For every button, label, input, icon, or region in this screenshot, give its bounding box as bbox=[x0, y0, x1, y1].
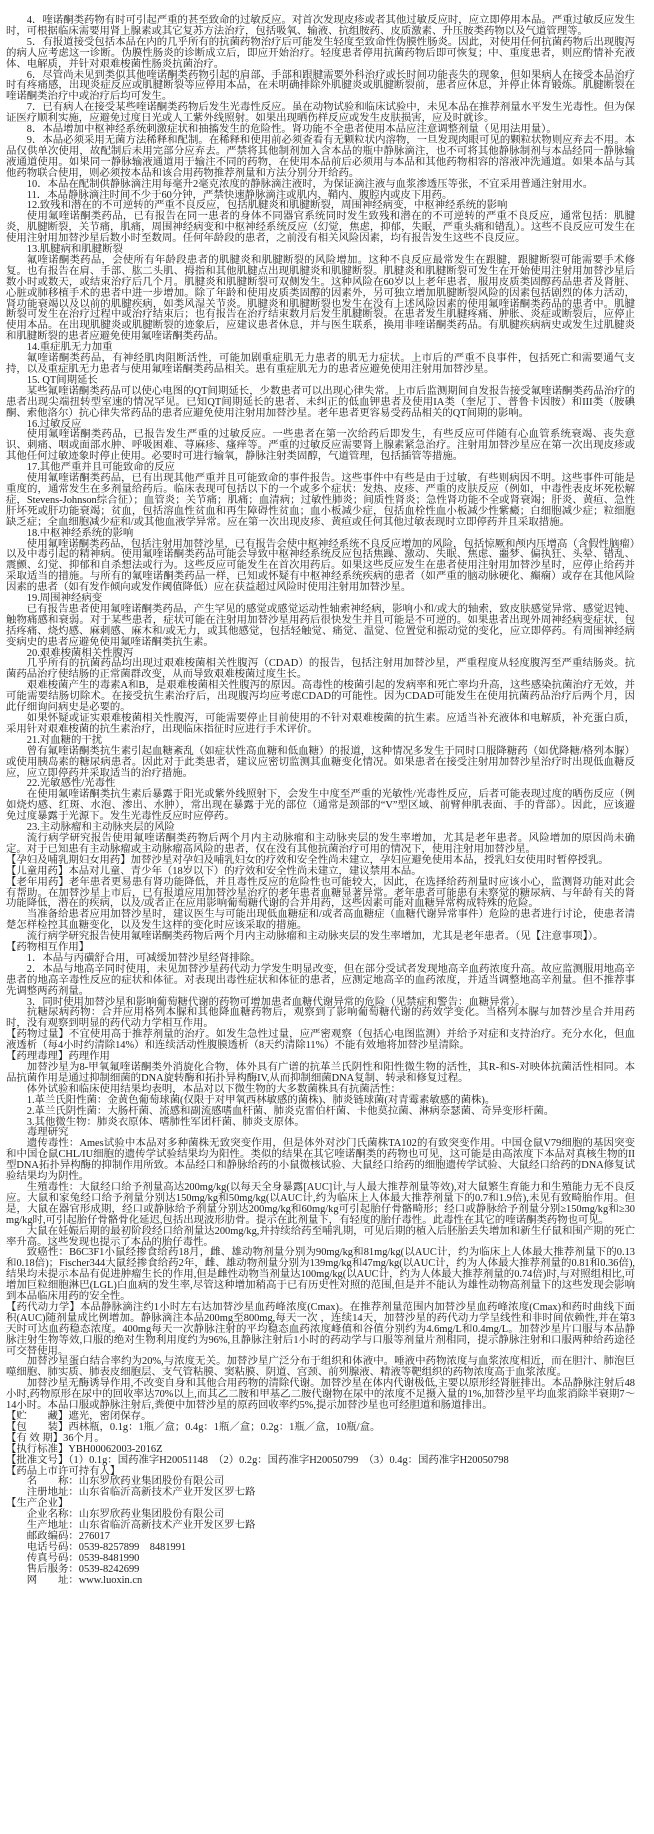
paragraph: 加替沙星为8-甲氧氟喹诺酮类外消旋化合物，体外具有广谱的抗革兰氏阴性和阳性微生物的活性，其R-和S-对映体抗菌活性相同。本品抗菌作用是通过抑制细菌的DNA旋转酶和拓扑异构酶IV,从而抑制细菌DNA复制、转录和修复过程。 bbox=[6, 1062, 635, 1084]
paragraph: 19.周围神经病变 bbox=[26, 593, 103, 605]
paragraph: 18.中枢神经系统的影响 bbox=[26, 527, 134, 539]
paragraph: 6．尽管尚未见到类似其他喹诺酮类药物引起的肩部、手部和跟腱需要外科治疗或长时间功能丧失的现象，但如果病人在接受本品治疗时有疼痛感，出现炎症反应或肌腱断裂等应停用本品，在未明确排除外肌腱炎或肌腱断裂前，患者应休息，并停止体育锻炼。肌腱断裂在喹诺酮类治疗中或治疗后均可发生。 bbox=[6, 69, 635, 103]
paragraph: 7．已有病人在接受某些喹诺酮类药物后发生光毒性反应。虽在动物试验和临床试验中，未见本品在推荐剂量水平发生光毒性。但为保证医疗顺利实施，应避免过度日光或人工紫外线照射。如果出现晒伤样反应或发生皮肤损害，应及时就诊。 bbox=[6, 102, 635, 125]
paragraph: 23.主动脉瘤和主动脉夹层的风险 bbox=[26, 822, 175, 834]
paragraph: 传真号码：0539-8481990 bbox=[26, 1552, 140, 1564]
paragraph: 1.革兰氏阳性菌：金黄色葡萄球菌(仅限于对甲氧西林敏感的菌株)、肺炎链球菌(对青霉素敏感的菌株)。 bbox=[26, 1094, 496, 1106]
paragraph: 【有 效 期】36个月。 bbox=[6, 1432, 105, 1444]
paragraph: 【生产企业】 bbox=[6, 1498, 69, 1510]
paragraph: 抗糖尿病药物：合并应用格列本脲和其他降血糖药物后，观察到了影响葡萄糖代谢的药效学变化。当格列本脲与加替沙星合并用药时，没有观察到明显的药代动力学相互作用。 bbox=[6, 1007, 635, 1030]
paragraph: 3．同时使用加替沙星和影响葡萄糖代谢的药物可增加患者血糖代谢异常的危险（见禁症和警告：血糖异常）。 bbox=[26, 996, 526, 1008]
paragraph: 氟喹诺酮类药品，有神经肌肉阻断活性，可能加剧重症肌无力患者的肌无力症状。上市后的严重不良事件，包括死亡和需要通气支持，以及重症肌无力患者与使用氟喹诺酮类药品相关。患有重症肌无力的患者应避免使用注射用加替沙星。 bbox=[6, 353, 635, 375]
paragraph: 11．本品静脉滴注时间不少于60分钟，严禁快速静脉滴注或肌内、鞘内、腹腔内或皮下用药。 bbox=[26, 189, 453, 201]
paragraph: 使用氟喹诺酮类药品，已有出现其他严重并且可能致命的事件报告。这些事件中有些是由于过敏，有些则病因不明。这些事件可能是重度的，通常发生在多剂量给药后。临床表现可包括以下的一个或多个症状：发热、皮疹、严重的皮肤反应（例如，中毒性表皮坏死松解症，Stevens-Johnson综合征）；血管炎；关节痛；肌痛；血清病；过敏性肺炎；间质性肾炎；急性肾功能不全或肾衰竭；肝炎、黄疸、急性肝坏死或肝功能衰竭；贫血，包括溶血性贫血和再生障碍性贫血；血小板减少症，包括血栓性血小板减少性紫癜；白细胞减少症；粒细胞缺乏症；全血细胞减少症和/或其他血液学异常。应在第一次出现皮疹、黄疸或任何其他过敏表现时立即停药并且采取措施。 bbox=[6, 473, 635, 528]
paragraph: 【批准文号】（1）0.1g：国药准字H20051148 （2）0.2g：国药准字H20050799 （3）0.4g：国药准字H20050798 bbox=[6, 1454, 509, 1466]
paragraph: 生产地址：山东省临沂高新技术产业开发区罗七路 bbox=[26, 1520, 256, 1532]
paragraph: 15. QT间期延长 bbox=[26, 374, 98, 386]
paragraph: 几乎所有的抗菌药品均出现过艰难梭菌相关性腹泻（CDAD）的报告，包括注射用加替沙星，严重程度从轻度腹泻至严重结肠炎。抗菌药品治疗使结肠的正常菌群改变，从而导致艰难梭菌过度生长。 bbox=[6, 658, 635, 681]
paragraph: 生殖毒性：大鼠经口给予剂量高达200mg/kg(以每天全身暴露[AUC]计,与人最大推荐剂量等效),对大鼠繁生育能力和生殖能力无不良反应。大鼠和家兔经口给予剂量分别达150mg/kg和50mg/kg(以AUC计,约为临床上人体最大推荐剂量下的0.7和1.9倍),未见有致畸胎作用。但是，大鼠在器官形成期，经口或静脉给予剂量分别达200mg/kg和60mg/kg可引起胎仔骨骼畸形；经口或静脉给予剂量分别≥150mg/kg和≥30mg/kg时,可引起胎仔骨骼骨化延迟,包括出现波形肋骨。提示在此剂量下，有轻度的胎仔毒性。此毒性在其它的喹诺酮类药物也可见。 bbox=[6, 1181, 635, 1226]
paragraph: 在使用氟喹诺酮类抗生素后暴露于阳光或紫外线照射下，会发生中度至严重的光敏性/光毒性反应，后者可能表现过度的晒伤反应（例如烧灼感、红斑、水泡、渗出、水肿），常出现在暴露于光的部位（通常是颈部的“V”型区域、前臂伸肌表面、手的背部）。因此，应该避免过度暴露于光源下。发生光毒性反应时应停药。 bbox=[6, 789, 635, 823]
paragraph: 【孕妇及哺乳期妇女用药】加替沙星对孕妇及哺乳妇女的疗效和安全性尚未建立，孕妇应避免使用本品，授乳妇女使用时暂停授乳。 bbox=[6, 854, 609, 866]
paragraph: 【药物过量】不宜使用高于推荐剂量的治疗。如发生急性过量，应严密观察（包括心电图监测）并给予对症和支持治疗。充分水化，但血液透析（每4小时约清除14%）和连续活动性腹膜透析（8天约清除11%）不能有效地将加替沙星清除。 bbox=[6, 1029, 635, 1052]
paragraph: 当准备给患者应用加替沙星时，建议医生与可能出现低血糖症和/或者高血糖症（血糖代谢异常事件）危险的患者进行讨论，使患者清楚怎样检控其血糖变化，以及发生这样的变化时应该采取的措施。 bbox=[6, 909, 635, 932]
paragraph: 氟喹诺酮类药品，会使所有年龄段患者的肌腱炎和肌腱断裂的风险增加。这种不良反应最常发生在跟腱，跟腱断裂可能需要手术修复。也有报告在肩、手部、肱二头肌、拇指和其他肌腱点出现肌腱炎和肌腱断裂。肌腱炎和肌腱断裂可发生在开始使用注射用加替沙星后数小时或数天，或结束治疗后几个月。肌腱炎和肌腱断裂可双侧发生。这种风险在60岁以上老年患者，服用皮质类固醇药品患者及肾脏、心脏或肺移植手术的患者中进一步增加。除了年龄和使用皮质类固醇的因素外，另可独立增加肌腱断裂风险的因素包括剧烈的体力活动，肾功能衰竭以及以前的肌腱疾病，如类风湿关节炎。肌腱炎和肌腱断裂也发生在没有上述风险因素的使用氟喹诺酮类药品的患者中。肌腱断裂可发生在治疗过程中或治疗结束后；也有报告在治疗结束数月后发生肌腱断裂。在患者发生肌腱疼痛、肿胀、炎症或断裂后，应停止使用本品。在出现肌腱炎或肌腱断裂的迹象后，应建议患者休息，并与医生联系，换用非喹诺酮类药品。有肌腱疾病病史或发生过肌腱炎和肌腱断裂的患者应避免使用氟喹诺酮类药品。 bbox=[6, 254, 635, 343]
paragraph: 9．本品必须采用无菌方法稀释和配制。在稀释和使用前必须查看有无颗粒状内溶物，一旦发现肉眼可见的颗粒状物则应弃去不用。本品仅供单次使用，故配制后未用完部分应弃去。严禁将其他制剂加入含本品的瓶中静脉滴注，也不可将其他静脉制剂与本品经同一静脉输液通道使用。如果同一静脉输液通道用于输注不同的药物，在使用本品前后必须用与本品和其他药物相容的溶液冲洗通道。如果本品与其他药物联合使用，则必须按本品和该合用药物推荐剂量和方法分别分开给药。 bbox=[6, 134, 635, 179]
paragraph: 使用氟喹诺酮类药品，已有报告在同一患者的身体不同器官系统同时发生致残和潜在的不可逆转的严重不良反应，通常包括：肌腱炎，肌腱断裂，关节痛，肌痛，周围神经病变和中枢神经系统反应（幻觉，焦虑，抑郁，失眠，严重头痛和错乱）。这些不良反应可发生在使用注射用加替沙星后数小时至数周。任何年龄段的患者，之前没有相关风险因素，均有报告发生这些不良反应。 bbox=[6, 211, 635, 245]
paragraph: 电话号码：0539-8257899 8481991 bbox=[26, 1541, 187, 1553]
paragraph: 遗传毒性：Ames试验中本品对多种菌株无致突变作用，但是体外对沙门氏菌株TA102的有致突变作用。中国仓鼠V79细胞的基因突变和中国仓鼠CHL/IU细胞的遗传学试验结果均为阳性。类似的结果在其它喹诺酮类的药物也可见，这可能是由高浓度下本品对真核生物的II型DNA拓扑异构酶的抑制作用所致。本品经口和静脉给药的小鼠微核试验、大鼠经口给药的细胞遗传学试验、大鼠经口给药的DNA修复试验结果均为阴性。 bbox=[6, 1138, 635, 1183]
paragraph: 艰难梭菌产生的毒素A和B，是艰难梭菌相关性腹泻的原因。高毒性的梭菌引起的发病率和死亡率均升高，这些感染抗菌治疗无效，并可能需要结肠切除术。在接受抗生素治疗后，出现腹泻均应考虑CDAD的可能性。因为CDAD可能发生在使用抗菌药品治疗后两个月，因此仔细询问病史是必要的。 bbox=[6, 680, 635, 714]
paragraph: 流行病学研究报告使用氟喹诺酮类药物后两个月内主动脉瘤和主动脉夹层的发生率增加，尤其是老年患者。风险增加的原因尚未确定。对于已知患有主动脉瘤或主动脉瘤高风险的患者，仅在没有其他抗菌治疗可用的情况下，使用注射用加替沙星。 bbox=[6, 832, 635, 855]
paragraph: 4．喹诺酮类药物有时可引起严重的甚至致命的过敏反应。对首次发现皮疹或者其他过敏反应时，应立即停用本品。严重过敏反应发生时，可根据临床需要用肾上腺素或其它复苏方法治疗，包括吸氧、输液、抗组胺药、皮质激素、升压胺类药物以及气道管理等。 bbox=[6, 15, 635, 37]
paragraph: 17.其他严重并且可能致命的反应 bbox=[26, 462, 175, 474]
paragraph: 3.其他微生物：肺炎衣原体、嗜肺性军团杆菌、肺炎支原体。 bbox=[26, 1116, 305, 1128]
paragraph: 售后服务：0539-8242699 bbox=[26, 1563, 140, 1575]
paragraph: 如果怀疑或证实艰难梭菌相关性腹泻，可能需要停止目前使用的不针对艰难梭菌的抗生素。应适当补充液体和电解质，补充蛋白质，采用针对艰难梭菌的抗生素治疗，出现临床指征时应进行手术评价。 bbox=[6, 713, 635, 735]
paragraph: 5．有报道接受包括本品在内的几乎所有的抗菌药物治疗后可能发生轻度至致命性伪膜性肠炎。因此，对使用任何抗菌药物后出现腹泻的病人应考虑这一诊断。伪膜性肠炎的诊断成立后，即应开始治疗。轻度患者停用抗菌药物后即可恢复；中、重度患者，则应酌情补充液体、电解质，并针对艰难梭菌性肠炎抗菌治疗。 bbox=[6, 36, 635, 70]
paragraph: 2．本品与地高辛同时使用，未见加替沙星药代动力学发生明显改变，但在部分受试者发现地高辛血药浓度升高。故应监测服用地高辛患者的地高辛毒性反应的症状和体征。对表现出毒性症状和体征的患者，应测定地高辛的血药浓度，并适当调整地高辛剂量。但不推荐事先调整两药剂量。 bbox=[6, 963, 635, 997]
paragraph: 曾有氟喹诺酮类抗生素引起血糖紊乱（如症状性高血糖和低血糖）的报道，这种情况多发生于同时口服降糖药（如优降糖/格列本脲）或使用胰岛素的糖尿病患者。因此对于此类患者，建议应密切监测其血糖变化情况。如果患者在接受注射用加替沙星治疗时出现低血糖反应，应立即停药并采取适当的治疗措施。 bbox=[6, 745, 635, 779]
paragraph: 已有报告患者使用氟喹诺酮类药品，产生罕见的感觉或感觉运动性轴索神经病，影响小和/或大的轴索，致皮肤感觉异常、感觉迟钝、触物痛感和衰弱。对于某些患者，症状可能在注射用加替沙星用药后很快发生并且可能是不可逆的。如果患者出现外周神经病变症状，包括疼痛、烧灼感、麻刺感、麻木和/或无力，或其他感觉，包括轻触觉、痛觉、温觉、位置觉和振动觉的变化，应立即停药。有周围神经病变病史的患者应避免使用氟喹诺酮类抗生素。 bbox=[6, 603, 635, 648]
paragraph: 加替沙星无酶诱导作用,不改变自身和其他合用药物的清除代谢。加替沙星在体内代谢极低,主要以原形经肾脏排出。本品静脉注射后48小时,药物原形在尿中的回收率达70%以上,而其乙二胺和甲基乙二胺代谢物在尿中的浓度不足摄入量的1%,加替沙星平均血浆消除半衰期7～14小时。本品口服或静脉注射后,粪便中加替沙星的原药回收率约5%,提示加替沙星也可经胆道和肠道排出。 bbox=[6, 1378, 635, 1412]
paragraph: 13.肌腱病和肌腱断裂 bbox=[26, 244, 123, 256]
paragraph: 流行病学研究报告使用氟喹诺酮类药物后两个月内主动脉瘤和主动脉夹层的发生率增加，尤其是老年患者。（见【注意事项】）。 bbox=[26, 931, 604, 943]
paragraph: 【贮 藏】遮光，密闭保存。 bbox=[6, 1411, 152, 1422]
paragraph: 企业名称：山东罗欣药业集团股份有限公司 bbox=[26, 1509, 225, 1521]
paragraph: 使用氟喹诺酮类药品，已报告发生严重的过敏反应。一些患者在第一次给药后即发生，有些反应可伴随有心血管系统衰竭、丧失意识、刺痛、咽或面部水肿、呼吸困难、荨麻疹、瘙痒等。严重的过敏反应需要肾上腺素紧急治疗。注射用加替沙星应在第一次出现皮疹或其他任何过敏迹象时停止使用。必要时可进行输氧，静脉注射类固醇，气道管理，包括插管等措施。 bbox=[6, 429, 635, 463]
paragraph: 注册地址：山东省临沂高新技术产业开发区罗七路 bbox=[26, 1487, 256, 1499]
paragraph: 毒理研究 bbox=[26, 1127, 69, 1139]
paragraph: 12.致残和潜在的不可逆转的严重不良反应，包括肌腱炎和肌腱断裂，周围神经病变，中枢神经系统的影响 bbox=[26, 200, 508, 212]
paragraph: 2.革兰氏阴性菌：大肠杆菌、流感和副流感嗜血杆菌、肺炎克雷伯杆菌、卡他莫拉菌、淋病奈瑟菌、奇异变形杆菌。 bbox=[26, 1105, 555, 1117]
paragraph: 8．本品增加中枢神经系统刺激症状和抽搐发生的危险性。肾功能不全患者使用本品应注意调整剂量（见用法用量）。 bbox=[26, 124, 557, 136]
paragraph: 【药代动力学】本品静脉滴注约1小时左右达加替沙星血药峰浓度(Cmax)。在推荐剂量范围内加替沙星血药峰浓度(Cmax)和药时曲线下面积(AUC)随剂量成比例增加。静脉滴注本品200mg至800mg,每天一次 ，连续14天，加替沙星的药代动力学呈线性和非时间依赖性,并在第3天时可达血药稳态浓度。400mg每天一次静脉注射的平均稳态血药浓度峰值和谷值分别约为4.6mg/L和0.4mg/L。加替沙星片口服与本品静脉注射生物等效,口服的绝对生物利用度约为96%,且静脉注射后1小时的药动学与口服等剂量片剂相同，提示静脉注射和口服两种给药途径可交替使用。 bbox=[6, 1301, 635, 1357]
paragraph: 大鼠在妊娠后期的最初阶段经口给剂量达200mg/kg,并持续给药至哺乳期，可见后期的植入后胚胎丢失增加和新生仔鼠和围产期的死亡率升高。这些发现也提示了本品的胎仔毒性。 bbox=[6, 1225, 635, 1248]
paragraph: 致癌性：B6C3F1小鼠经掺食给药18月，雌、雄动物剂量分别为90mg/kg和81mg/kg(以AUC计，约为临床上人体最大推荐剂量下的0.13和0.18倍)；Fischer344大鼠经掺食给药2年，雌、雄动物剂量分别为139mg/kg和47mg/kg(以AUC计，约为人体最大推荐剂量的0.81和0.36倍),结果均未提示本品有促进肿瘤生长的作用,但是雌性动物当剂量达100mg/kg(以AUC计，约为人体最大推荐剂量的0.74倍)时,与对照组相比,可增加巨粒细胞淋巴(LGL)白血病的发生率,尽管这种增加稍高于已有历史性对照的范围,但是并不能认为雄性动物高剂量下的这些发现会影响到本品临床用药的安全性。 bbox=[6, 1247, 635, 1303]
paragraph: 16.过敏反应 bbox=[26, 418, 82, 430]
paragraph: 邮政编码：276017 bbox=[26, 1530, 110, 1542]
paragraph: 【包 装】西林瓶，0.1g：1瓶／盒；0.4g：1瓶／盒；0.2g：1瓶／盒，10瓶/盒。 bbox=[6, 1421, 381, 1433]
paragraph: 14.重症肌无力加重 bbox=[26, 342, 113, 354]
paragraph: 名 称：山东罗欣药业集团股份有限公司 bbox=[26, 1476, 225, 1488]
paragraph: 某些氟喹诺酮类药品可以使心电图的QT间期延长，少数患者可以出现心律失常。上市后监测期间自发报告接受氟喹诺酮类药品治疗的患者出现尖端扭转型室速的情况罕见。已知QT间期延长的患者、未纠正的低血钾患者及使用IA类（奎尼丁、普鲁卡因胺）和III类（胺碘酮、索他洛尔）抗心律失常药品的患者应避免使用注射用加替沙星。老年患者更容易受药品相关的QT间期的影响。 bbox=[6, 385, 635, 419]
paragraph: 【儿童用药】本品对儿童、青少年（18岁以下）的疗效和安全性尚未建立，建议禁用本品。 bbox=[6, 865, 422, 877]
paragraph: 21.对血糖的干扰 bbox=[26, 734, 103, 746]
paragraph: 加替沙星蛋白结合率约为20%,与浓度无关。加替沙星广泛分布于组织和体液中。唾液中药物浓度与血浆浓度相近，而在胆汁、肺泡巨噬细胞、肺实质、肺表皮细胞层、支气管粘膜、窦粘膜、阴道、宫颈、前列腺液、精液等靶组织的药物浓度高于血浆浓度。 bbox=[6, 1356, 635, 1379]
paragraph: 【药理毒理】药理作用 bbox=[6, 1051, 110, 1063]
paragraph: 【药物相互作用】 bbox=[6, 942, 90, 954]
paragraph: 体外试验和临床使用结果均表明，本品对以下微生物的大多数菌株具有抗菌活性： bbox=[26, 1083, 401, 1095]
paragraph: 1．本品与丙磺舒合用，可减缓加替沙星经肾排除。 bbox=[26, 952, 261, 964]
paragraph: 使用氟喹诺酮类药品，包括注射用加替沙星，已有报告会使中枢神经系统不良反应增加的风险，包括惊厥和颅内压增高（含假性脑瘤）以及中毒引起的精神病。使用氟喹诺酮类药品可能会导致中枢神经系统反应包括焦躁、激动、失眠、焦虑、噩梦、偏执狂、头晕、错乱、震颤、幻觉、抑郁和自杀想法或行为。这些反应可能发生在首次用药后。如果这些反应发生在患者使用注射用加替沙星时，应停止给药并采取适当的措施。与所有的氟喹诺酮类药品一样，已知或怀疑有中枢神经系统疾病的患者（如严重的脑动脉硬化、癫痫）或存在其他风险因素的患者（如有发作倾向或发作阈值降低）应在获益超过风险时使用注射用加替沙星。 bbox=[6, 538, 635, 594]
paragraph: 【药品上市许可持有人】 bbox=[6, 1465, 121, 1477]
insert-body-text bbox=[6, 16, 635, 1587]
paragraph: 【老年用药】老年患者更易患有肾功能降低，并且毒性反应的危险性也可能较大，因此，在选择给药剂量时应该小心，监测肾功能对此会有帮助。在加替沙星上市后，已有报道应用加替沙星治疗的老年患者血糖显著异常。老年患者可能患有未察觉的糖尿病、与年龄有关的肾功能降低，潜在的疾病，以及/或者正在应用影响葡萄糖代谢的合并用药，这些因素可能对血糖异常构成特殊的危险。 bbox=[6, 876, 635, 910]
paragraph: 22.光敏感性/光毒性 bbox=[26, 778, 116, 790]
paragraph: 10．本品在配制供静脉滴注用每毫升2毫克浓度的静脉滴注液时，为保证滴注液与血浆渗透压等张，不宜采用普通注射用水。 bbox=[26, 178, 594, 190]
paragraph: 网 址：www.luoxin.cn bbox=[26, 1574, 143, 1586]
paragraph: 20.艰难梭菌相关性腹泻 bbox=[26, 647, 134, 659]
paragraph: 【执行标准】YBH00062003-2016Z bbox=[6, 1443, 163, 1455]
